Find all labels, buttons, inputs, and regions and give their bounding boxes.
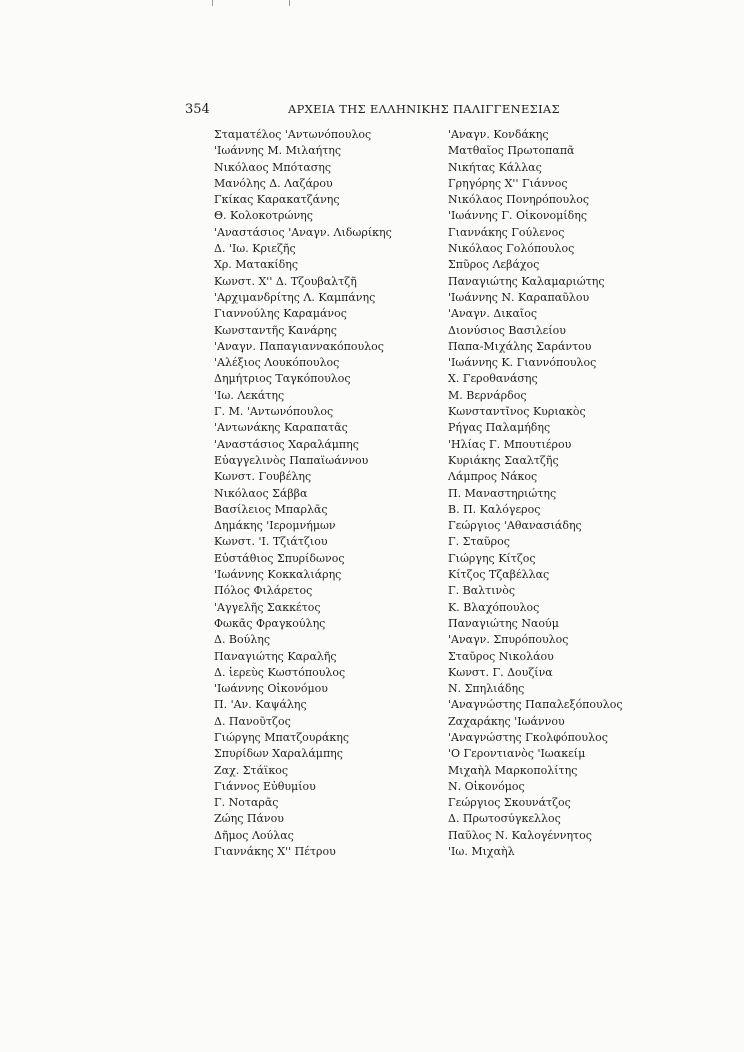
name-entry: Δημάκης 'Ιερομνήμων: [214, 519, 336, 533]
name-entry: Γεώργιος 'Αθανασιάδης: [448, 519, 582, 533]
name-entry: Ρήγας Παλαμήδης: [448, 421, 551, 435]
name-entry: 'Αναγν. Σπυρόπουλος: [448, 633, 569, 647]
name-entry: Β. Π. Καλόγερος: [448, 502, 541, 516]
name-entry: Μιχαὴλ Μαρκοπολίτης: [448, 763, 578, 777]
name-entry: Πόλος Φιλάρετος: [214, 584, 313, 598]
name-entry: Σταματέλος 'Αντωνόπουλος: [214, 128, 372, 141]
name-entry: 'Ηλίας Γ. Μπουτιέρου: [448, 437, 572, 451]
name-entry: Σπυρίδων Χαραλάμπης: [214, 747, 343, 761]
name-entry: 'Ιωάννης Ν. Καραπαῦλου: [448, 290, 590, 304]
name-entry: Κίτζος Τζαβέλλας: [448, 568, 550, 582]
running-head: ΑΡΧΕΙΑ ΤΗΣ ΕΛΛΗΝΙΚΗΣ ΠΑΛΙΓΓΕΝΕΣΙΑΣ: [288, 102, 560, 116]
name-entry: Κωνσταντῖνος Κυριακὸς: [448, 405, 586, 419]
name-entry: Φωκᾶς Φραγκούλης: [214, 616, 326, 630]
name-entry: Παναγιώτης Ναούμ: [448, 616, 559, 630]
name-entry: Π. 'Αν. Καψάλης: [214, 698, 307, 712]
name-entry: Νικόλαος Γολόπουλος: [448, 242, 575, 256]
name-entry: Σταῦρος Νικολάου: [448, 649, 554, 663]
name-entry: Γκίκας Καρακατζάνης: [214, 193, 340, 207]
name-entry: Παναγιώτης Καλαμαριώτης: [448, 274, 605, 288]
name-entry: Μ. Βερνάρδος: [448, 388, 527, 402]
name-entry: 'Αναστάσιος Χαραλάμπης: [214, 437, 359, 451]
name-entry: Δ. Πρωτοσύγκελλος: [448, 812, 561, 826]
name-entry: Δ. ἱερεὺς Κωστόπουλος: [214, 665, 346, 679]
name-entry: Κωνστ. Γουβέλης: [214, 470, 312, 484]
name-entry: Γιώργης Μπατζουράκης: [214, 730, 350, 744]
name-entry: 'Ιωάννης Μ. Μιλαήτης: [214, 144, 342, 158]
name-entry: Κωνσταντῆς Κανάρης: [214, 323, 337, 337]
name-entry: Γ. Μ. 'Αντωνόπουλος: [214, 405, 334, 419]
name-entry: Ν. Σπηλιάδης: [448, 682, 525, 696]
name-entry: Π. Μαναστηριώτης: [448, 486, 557, 500]
name-entry: Ζαχ. Στάϊκος: [214, 763, 288, 777]
name-entry: 'Αναγν. Κονδάκης: [448, 128, 549, 141]
name-entry: Εὐστάθιος Σπυρίδωνος: [214, 551, 345, 565]
name-entry: Λάμπρος Νάκος: [448, 470, 538, 484]
scan-mark: [212, 0, 213, 6]
name-entry: 'Αναγνώστης Γκολφόπουλος: [448, 730, 608, 744]
name-entry: 'Αναγν. Δικαῖος: [448, 307, 537, 321]
name-entry: Νικόλαος Μπότασης: [214, 160, 332, 174]
name-entry: 'Αρχιμανδρίτης Λ. Καμπάνης: [214, 290, 376, 304]
name-entry: Γ. Σταῦρος: [448, 535, 510, 549]
name-entry: Διονύσιος Βασιλείου: [448, 323, 566, 337]
name-entry: Ν. Οἰκονόμος: [448, 779, 525, 793]
name-entry: Γιώργης Κίτζος: [448, 551, 536, 565]
name-entry: Δ. 'Ιω. Κριεζῆς: [214, 242, 296, 256]
name-entry: Χ. Γεροθανάσης: [448, 372, 538, 386]
name-entry: Παῦλος Ν. Καλογέννητος: [448, 828, 592, 842]
name-entry: 'Αναγνώστης Παπαλεξόπουλος: [448, 698, 623, 712]
page-number: 354: [185, 102, 210, 117]
name-entry: Γεώργιος Σκουνάτζος: [448, 796, 571, 810]
name-entry: Κωνστ. 'Ι. Τζιάτζιου: [214, 535, 328, 549]
name-entry: Γιαννάκης Χ'' Πέτρου: [214, 845, 336, 859]
name-entry: Κ. Βλαχόπουλος: [448, 600, 540, 614]
name-entry: 'Ιωάννης Γ. Οἰκονομίδης: [448, 209, 587, 223]
name-entry: Δῆμος Λούλας: [214, 828, 294, 842]
name-entry: 'Ο Γεροντιανὸς 'Ιωακείμ: [448, 747, 586, 761]
scan-mark: [289, 0, 290, 6]
name-entry: Ματθαῖος Πρωτοπαπᾶ: [448, 144, 575, 158]
name-entry: 'Αναστάσιος 'Αναγν. Λιδωρίκης: [214, 225, 392, 239]
name-entry: Χρ. Ματακίδης: [214, 258, 299, 272]
name-entry: Γιαννάκης Γούλενος: [448, 225, 565, 239]
name-entry: 'Ιω. Λεκάτης: [214, 388, 285, 402]
name-entry: 'Ιω. Μιχαὴλ: [448, 845, 515, 859]
name-entry: 'Ιωάννης Κοκκαλιάρης: [214, 568, 342, 582]
name-entry: Κωνστ. Γ. Δουζίνα: [448, 665, 553, 679]
name-entry: Γιαννούλης Καραμάνος: [214, 307, 347, 321]
name-entry: Παναγιώτης Καραλῆς: [214, 649, 337, 663]
name-entry: Παπα-Μιχάλης Σαράντου: [448, 339, 592, 353]
right-name-column: [448, 127, 622, 860]
name-entry: 'Αντωνάκης Καραπατᾶς: [214, 421, 348, 435]
name-entry: Νικόλαος Πονηρόπουλος: [448, 193, 589, 207]
name-entry: Δ. Βούλης: [214, 633, 271, 647]
name-entry: 'Αγγελῆς Σακκέτος: [214, 600, 321, 614]
name-entry: 'Αναγν. Παπαγιαννακόπουλος: [214, 339, 384, 353]
name-entry: Μανόλης Δ. Λαζάρου: [214, 176, 333, 190]
name-entry: Ζαχαράκης 'Ιωάννου: [448, 714, 565, 728]
name-entry: Δημήτριος Ταγκόπουλος: [214, 372, 351, 386]
name-entry: Κυριάκης Σααλτζῆς: [448, 453, 559, 467]
name-entry: Δ. Πανοῦτζος: [214, 714, 291, 728]
name-entry: Σπῦρος Λεβάχος: [448, 258, 540, 272]
name-entry: Γρηγόρης Χ'' Γιάννος: [448, 176, 568, 190]
name-entry: Νικόλαος Σάββα: [214, 486, 308, 500]
name-entry: Ζώης Πάνου: [214, 812, 284, 826]
left-name-column: [214, 127, 392, 860]
name-entry: Νικήτας Κάλλας: [448, 160, 542, 174]
name-entry: 'Αλέξιος Λουκόπουλος: [214, 356, 340, 370]
name-entry: Θ. Κολοκοτρώνης: [214, 209, 313, 223]
name-entry: 'Ιωάννης Οἰκονόμου: [214, 682, 328, 696]
name-entry: Κωνστ. Χ'' Δ. Τζουβαλτζῆ: [214, 274, 357, 288]
name-entry: 'Ιωάννης Κ. Γιαννόπουλος: [448, 356, 597, 370]
name-entry: Γιάννος Εὐθυμίου: [214, 779, 316, 793]
name-entry: Γ. Βαλτινὸς: [448, 584, 515, 598]
name-entry: Εὐαγγελινὸς Παπαϊωάννου: [214, 453, 369, 467]
name-entry: Βασίλειος Μπαρλᾶς: [214, 502, 328, 516]
name-entry: Γ. Νοταρᾶς: [214, 796, 279, 810]
